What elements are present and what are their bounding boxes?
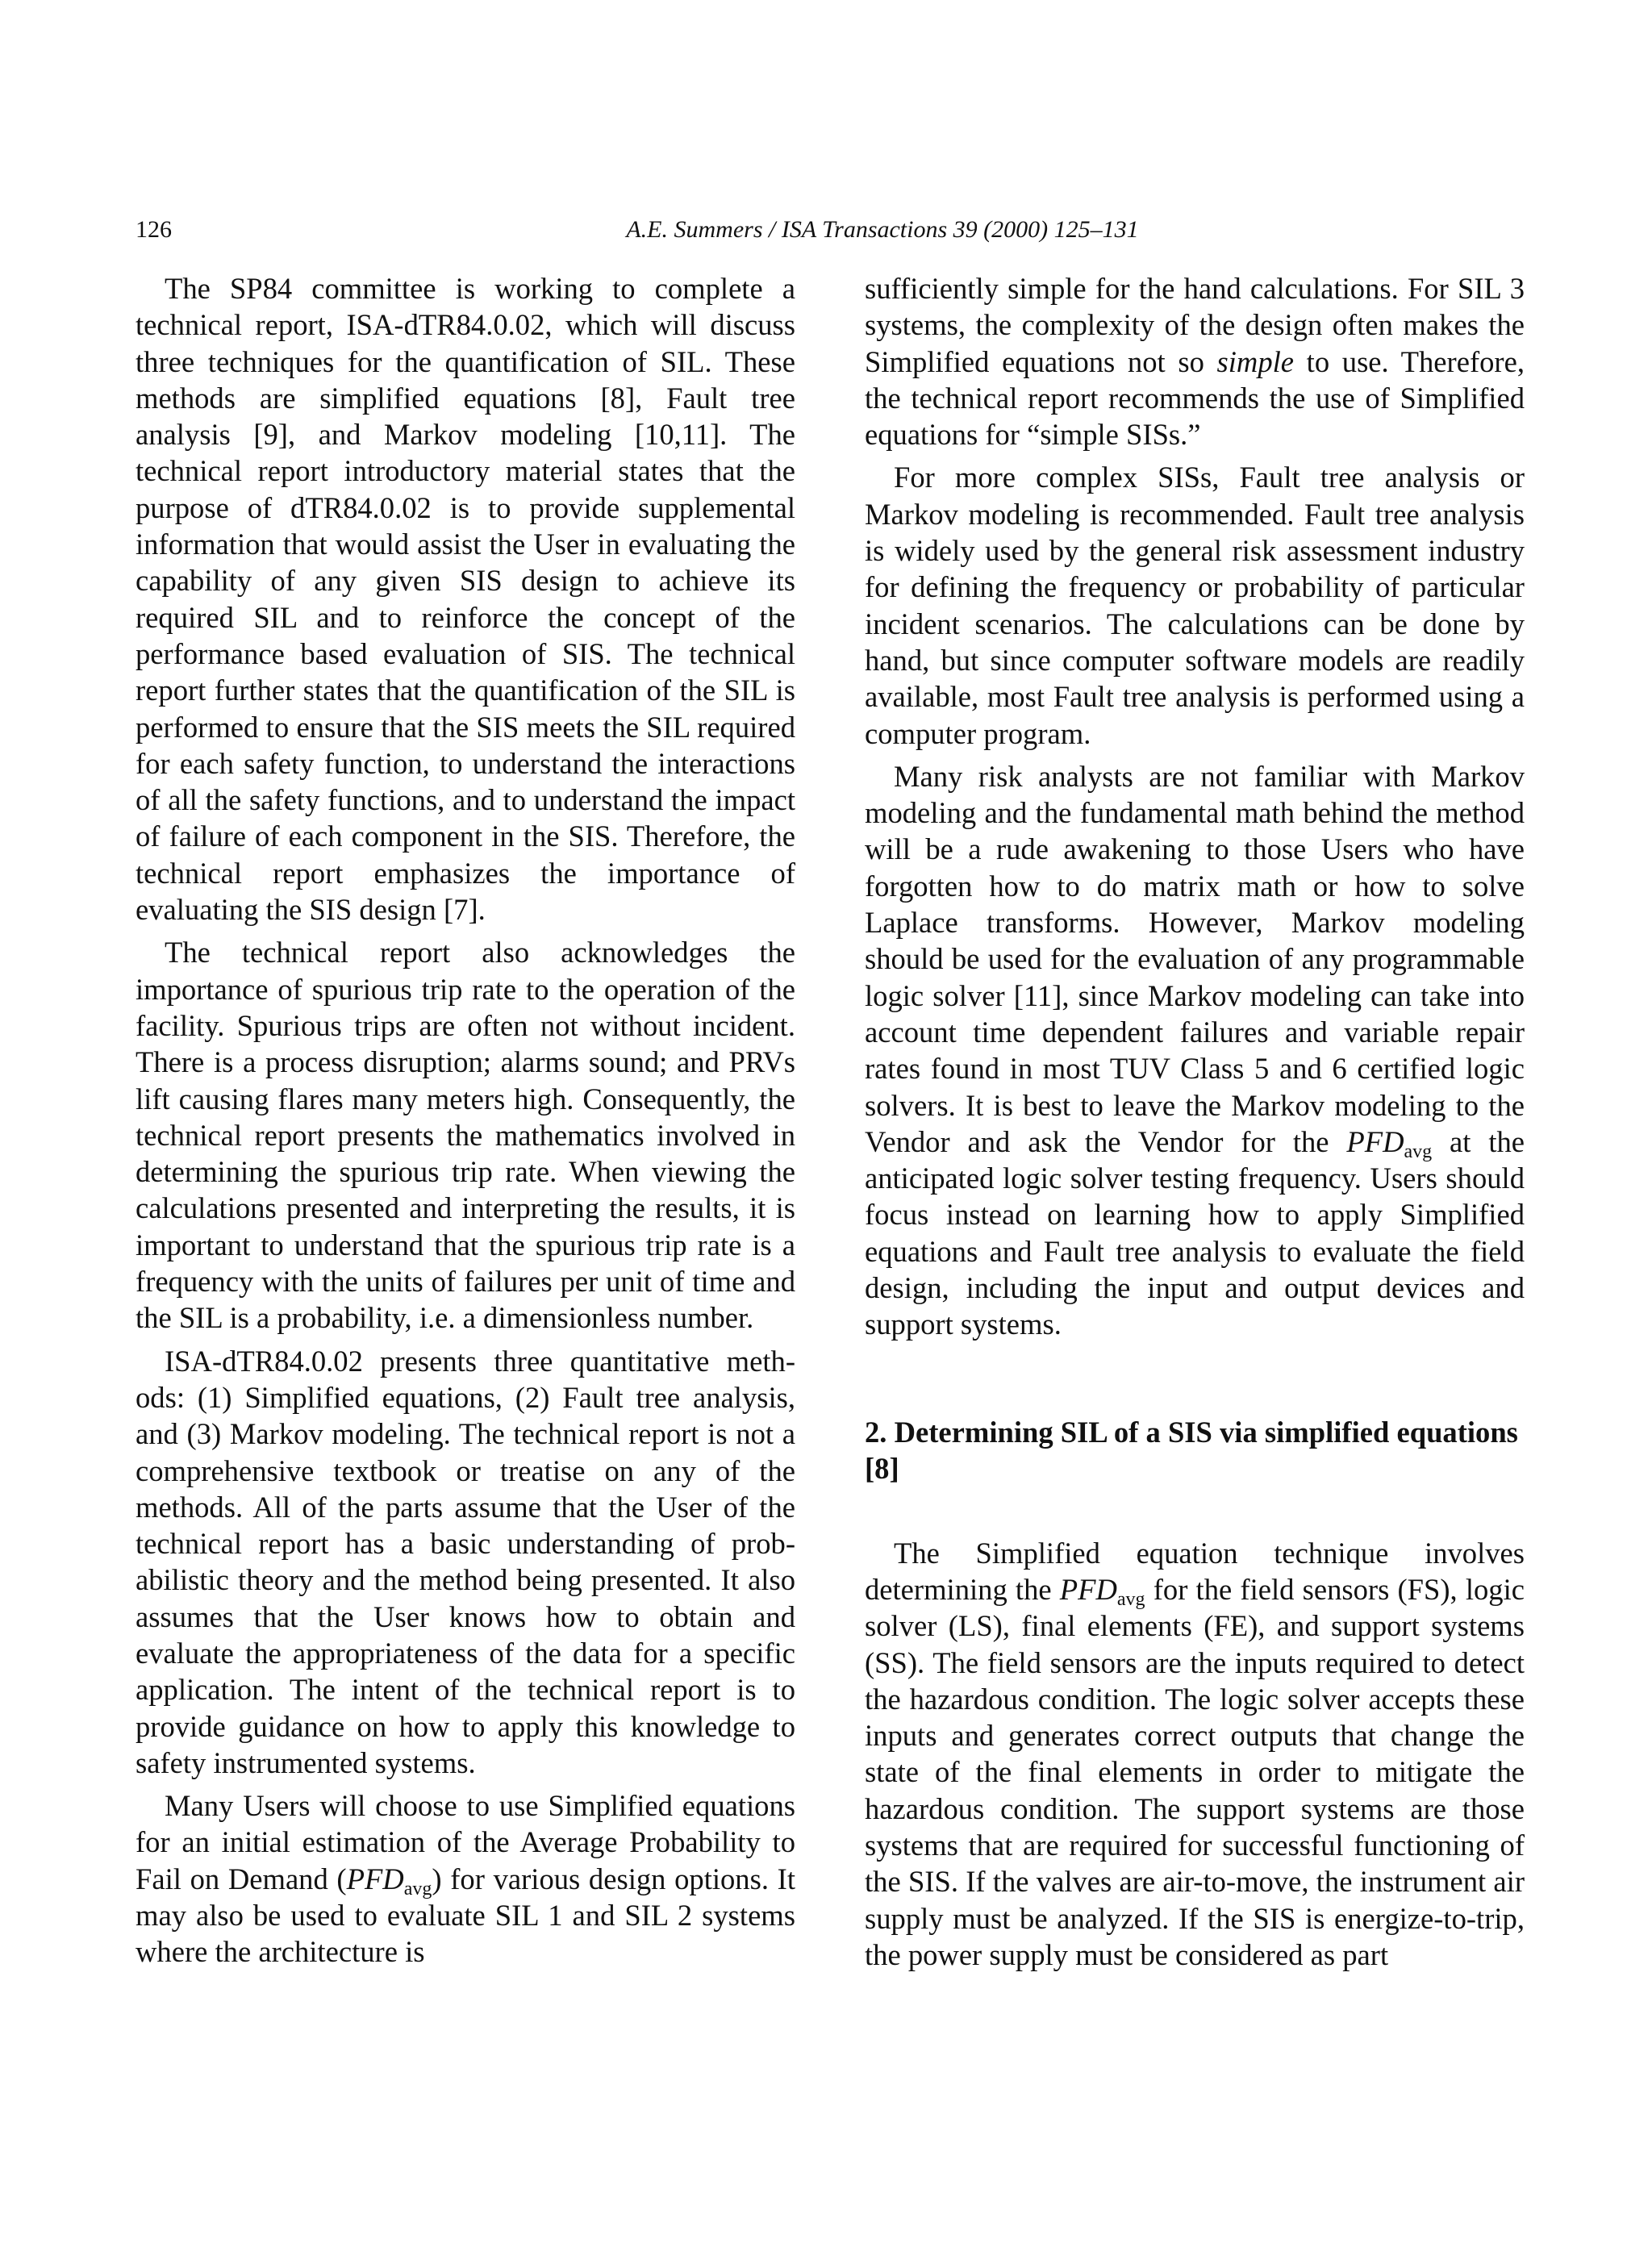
pfd-subscript: avg xyxy=(1404,1141,1433,1162)
paragraph-sp84-committee: The SP84 committee is working to complete a technical report, ISA-dTR84.0.02, which will discuss three techniques for the quantification of SIL. These methods are simplified equations [8], Fault tree analysis [9], and Markov modeling [10,11]. The technical report introductory material states that the purpose of dTR84.0.02 is to provide supplemental information that would assist the User in evaluating the capability of any given SIS design to achieve its required SIL and to reinforce the concept of the performance based evaluation of SIS. The technical report further states that the quantification of the SIL is performed to ensure that the SIS meets the SIL required for each safety function, to understand the interactions of all the safety functions, and to understand the impact of failure of each component in the SIS. Therefore, the technical report emphasizes the importance of evaluating the SIS design [7]. xyxy=(136,272,795,927)
pfd-symbol: PFD xyxy=(346,1862,404,1895)
running-header xyxy=(136,216,1597,248)
paragraph-markov-modeling xyxy=(865,758,1525,1343)
text-run: sufficiently simple for the hand calculations. For SIL 3 systems, the complexity of the design often makes the Simplified equations not so xyxy=(865,272,1525,378)
page-number: 126 xyxy=(136,216,172,243)
pfd-symbol: PFD xyxy=(1346,1124,1404,1158)
paragraph-spurious-trip: The technical report also acknowledges the importance of spurious trip rate to the operation of the facility. Spurious trips are often not without incident. There is a process disruption; alarms sound; and PRVs lift causing flares many meters high. Consequently, the technical report presents the mathematics involved in determining the spurious trip rate. When viewing the calculations presented and interpreting the results, it is important to understand that the spurious trip rate is a frequency with the units of failures per unit of time and the SIL is a probability, i.e. a dimensionless number. xyxy=(136,936,795,1335)
section-heading: 2. Determining SIL of a SIS via simplified equations [8] xyxy=(865,1415,1518,1485)
journal-citation: A.E. Summers / ISA Transactions 39 (2000) 125–131 xyxy=(626,216,1139,243)
text-run: Many risk analysts are not familiar with Markov modeling and the fundamental math behind the method will be a rude awakening to those Users who have forgotten how to do matrix math or how to solve Laplace transforms. However, Markov modeling should be used for the evaluation of any programmable logic solver [11], since Markov modeling can take into account time dependent failures and variable repair rates found in most TUV Class 5 and 6 certified logic solvers. It is best to leave the Markov modeling to the Vendor and ask the Vendor for the xyxy=(865,759,1525,1158)
pfd-subscript: avg xyxy=(403,1878,432,1899)
right-column xyxy=(865,270,1525,1979)
italic-simple: simple xyxy=(1216,344,1295,378)
paragraph-quantitative-methods: ISA-dTR84.0.02 presents three quantitative methods: (1) Simplified equations, (2) Fault tree analysis, and (3) Markov modeling. The technical report is not a comprehensive textbook or treatise on any of the methods. All of the parts assume that the User of the technical report has a basic understanding of probabilistic theory and the method being presented. It also assumes that the User knows how to obtain and evaluate the appropriateness of the data for a specific application. The intent of the technical report is to provide guidance on how to apply this knowledge to safety instrumented systems. xyxy=(136,1344,795,1779)
text-run: at the anticipated logic solver testing frequency. Users should focus instead on learning how to apply Simplified equations and Fault tree analysis to evaluate the field design, including the input and output devices and support systems. xyxy=(865,1124,1525,1341)
text-run: to use. Therefore, the technical report recommends the use of Simplified equations for “simple SISs.” xyxy=(865,344,1525,452)
pfd-symbol: PFD xyxy=(1059,1572,1117,1606)
text-run: for the field sensors (FS), logic solver (LS), final elements (FE), and support systems (SS). The field sensors are the inputs required to detect the hazardous condition. The logic solver accepts these inputs and generates correct outputs that change the state of the final elements in order to mitigate the hazardous condition. The support systems are those systems that are required for successful functioning of the SIS. If the valves are air-to-move, the instrument air supply must be analyzed. If the SIS is energize-to-trip, the power supply must be considered as part xyxy=(865,1572,1525,1971)
paragraph-continuation xyxy=(865,270,1525,452)
pfd-subscript: avg xyxy=(1116,1588,1145,1610)
paragraph-simplified-equations-users xyxy=(136,1787,795,1970)
text-run: Many Users will choose to use Simplified equations for an initial estimation of the Average Probability to Fail on Demand ( xyxy=(136,1789,795,1895)
text-run: ) for various design options. It may also be used to evaluate SIL 1 and SIL 2 systems where the architecture is xyxy=(136,1862,795,1969)
left-column xyxy=(136,270,795,1977)
paragraph-fault-tree: For more complex SISs, Fault tree analysis or Markov modeling is recommended. Fault tree analysis is widely used by the general risk assessment industry for defining the frequency or probability of particular incident scenarios. The calculations can be done by hand, but since computer software models are readily available, most Fault tree analysis is performed using a computer program. xyxy=(865,461,1525,750)
text-run: The Simplified equation technique involves determining the xyxy=(865,1536,1525,1606)
paragraph-simplified-technique xyxy=(865,1535,1525,1974)
